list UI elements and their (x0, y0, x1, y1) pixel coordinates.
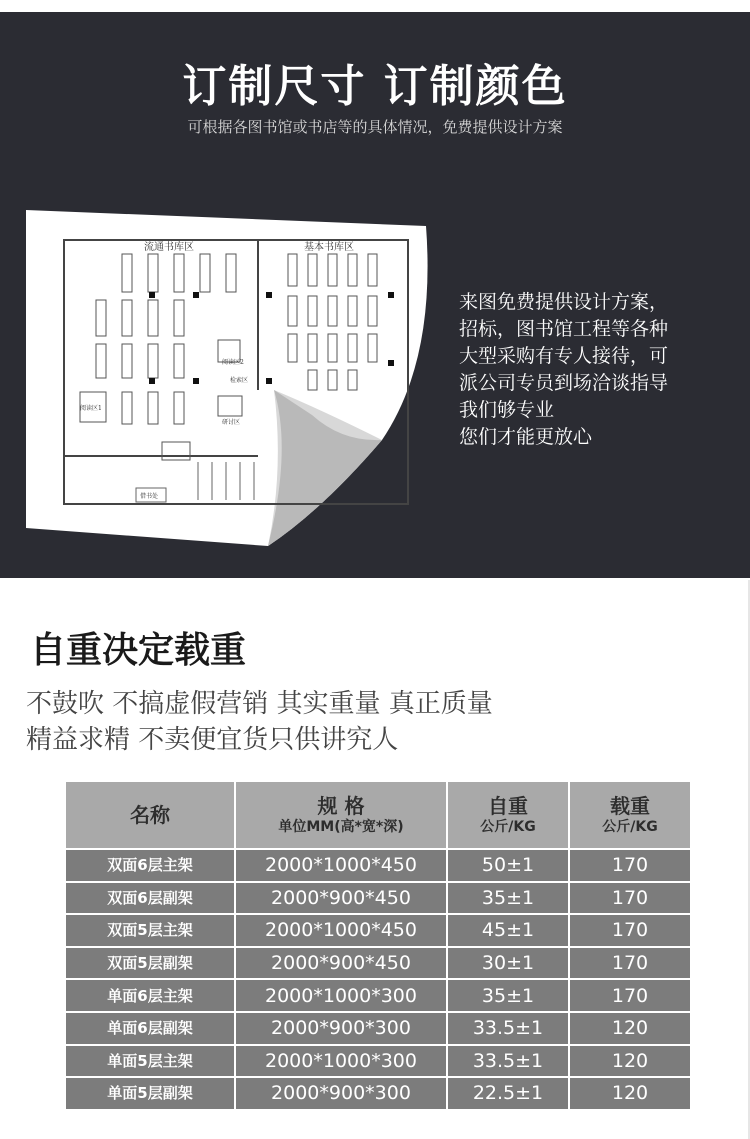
section-title: 自重决定载重 (30, 630, 247, 671)
table-row (65, 849, 691, 882)
header-load: 载重 公斤/KG (569, 781, 691, 849)
table-row (65, 882, 691, 915)
cell-spec: 2000*1000*450 (235, 914, 447, 947)
cell-self-weight: 35±1 (447, 979, 569, 1012)
cell-name: 双面5层主架 (65, 914, 235, 947)
hero-banner (0, 12, 750, 578)
cell-name: 双面5层副架 (65, 947, 235, 980)
cell-load: 170 (569, 849, 691, 882)
table-header-row (65, 781, 691, 849)
hero-title: 订制尺寸 订制颜色 (182, 61, 568, 112)
floor-plan-label-reading-2: 阅读区2 (222, 359, 244, 366)
table-row (65, 1012, 691, 1045)
cell-load: 170 (569, 947, 691, 980)
floor-plan-label-search: 检索区 (230, 377, 249, 384)
table-row (65, 914, 691, 947)
hero-description-line: 我们够专业 (459, 399, 555, 421)
table-row (65, 1077, 691, 1110)
tagline-line: 不鼓吹 不搞虚假营销 其实重量 真正质量 (26, 689, 493, 719)
table-row (65, 1045, 691, 1078)
hero-description (459, 289, 739, 451)
cell-load: 170 (569, 979, 691, 1012)
cell-spec: 2000*900*300 (235, 1077, 447, 1110)
cell-load: 170 (569, 914, 691, 947)
cell-spec: 2000*900*450 (235, 882, 447, 915)
cell-spec: 2000*900*450 (235, 947, 447, 980)
floor-plan-label-basic: 基本书库区 (304, 242, 354, 253)
hero-description-line: 大型采购有专人接待，可 (459, 345, 669, 367)
cell-spec: 2000*900*300 (235, 1012, 447, 1045)
floor-plan-image (22, 210, 452, 546)
cell-self-weight: 45±1 (447, 914, 569, 947)
hero-subtitle: 可根据各图书馆或书店等的具体情况，免费提供设计方案 (187, 118, 563, 136)
table-row (65, 979, 691, 1012)
cell-load: 170 (569, 882, 691, 915)
hero-description-line: 派公司专员到场洽谈指导 (459, 372, 669, 394)
cell-name: 单面5层副架 (65, 1077, 235, 1110)
cell-name: 单面6层副架 (65, 1012, 235, 1045)
cell-self-weight: 35±1 (447, 882, 569, 915)
tagline-line: 精益求精 不卖便宜货只供讲究人 (26, 725, 399, 755)
cell-name: 双面6层主架 (65, 849, 235, 882)
cell-name: 单面5层主架 (65, 1045, 235, 1078)
cell-self-weight: 50±1 (447, 849, 569, 882)
cell-spec: 2000*1000*450 (235, 849, 447, 882)
cell-self-weight: 30±1 (447, 947, 569, 980)
table-row (65, 947, 691, 980)
cell-self-weight: 33.5±1 (447, 1045, 569, 1078)
cell-spec: 2000*1000*300 (235, 1045, 447, 1078)
cell-self-weight: 33.5±1 (447, 1012, 569, 1045)
hero-description-line: 招标，图书馆工程等各种 (459, 318, 669, 340)
floor-plan-label-pickup: 借书处 (140, 493, 159, 500)
section-tagline (26, 686, 493, 758)
cell-self-weight: 22.5±1 (447, 1077, 569, 1110)
spec-table (64, 780, 692, 1111)
cell-load: 120 (569, 1012, 691, 1045)
header-spec: 规 格 单位MM(高*宽*深) (235, 781, 447, 849)
header-self-weight: 自重 公斤/KG (447, 781, 569, 849)
hero-description-line: 您们才能更放心 (459, 426, 593, 448)
top-strip (0, 0, 750, 12)
floor-plan-label-reading-1: 阅读区1 (80, 405, 102, 412)
cell-load: 120 (569, 1045, 691, 1078)
floor-plan-label-circulation: 流通书库区 (144, 242, 194, 253)
cell-spec: 2000*1000*300 (235, 979, 447, 1012)
header-name: 名称 (65, 781, 235, 849)
hero-description-line: 来图免费提供设计方案， (459, 291, 669, 313)
cell-name: 双面6层副架 (65, 882, 235, 915)
floor-plan-label-seminar: 研讨区 (222, 419, 241, 426)
cell-name: 单面6层主架 (65, 979, 235, 1012)
cell-load: 120 (569, 1077, 691, 1110)
